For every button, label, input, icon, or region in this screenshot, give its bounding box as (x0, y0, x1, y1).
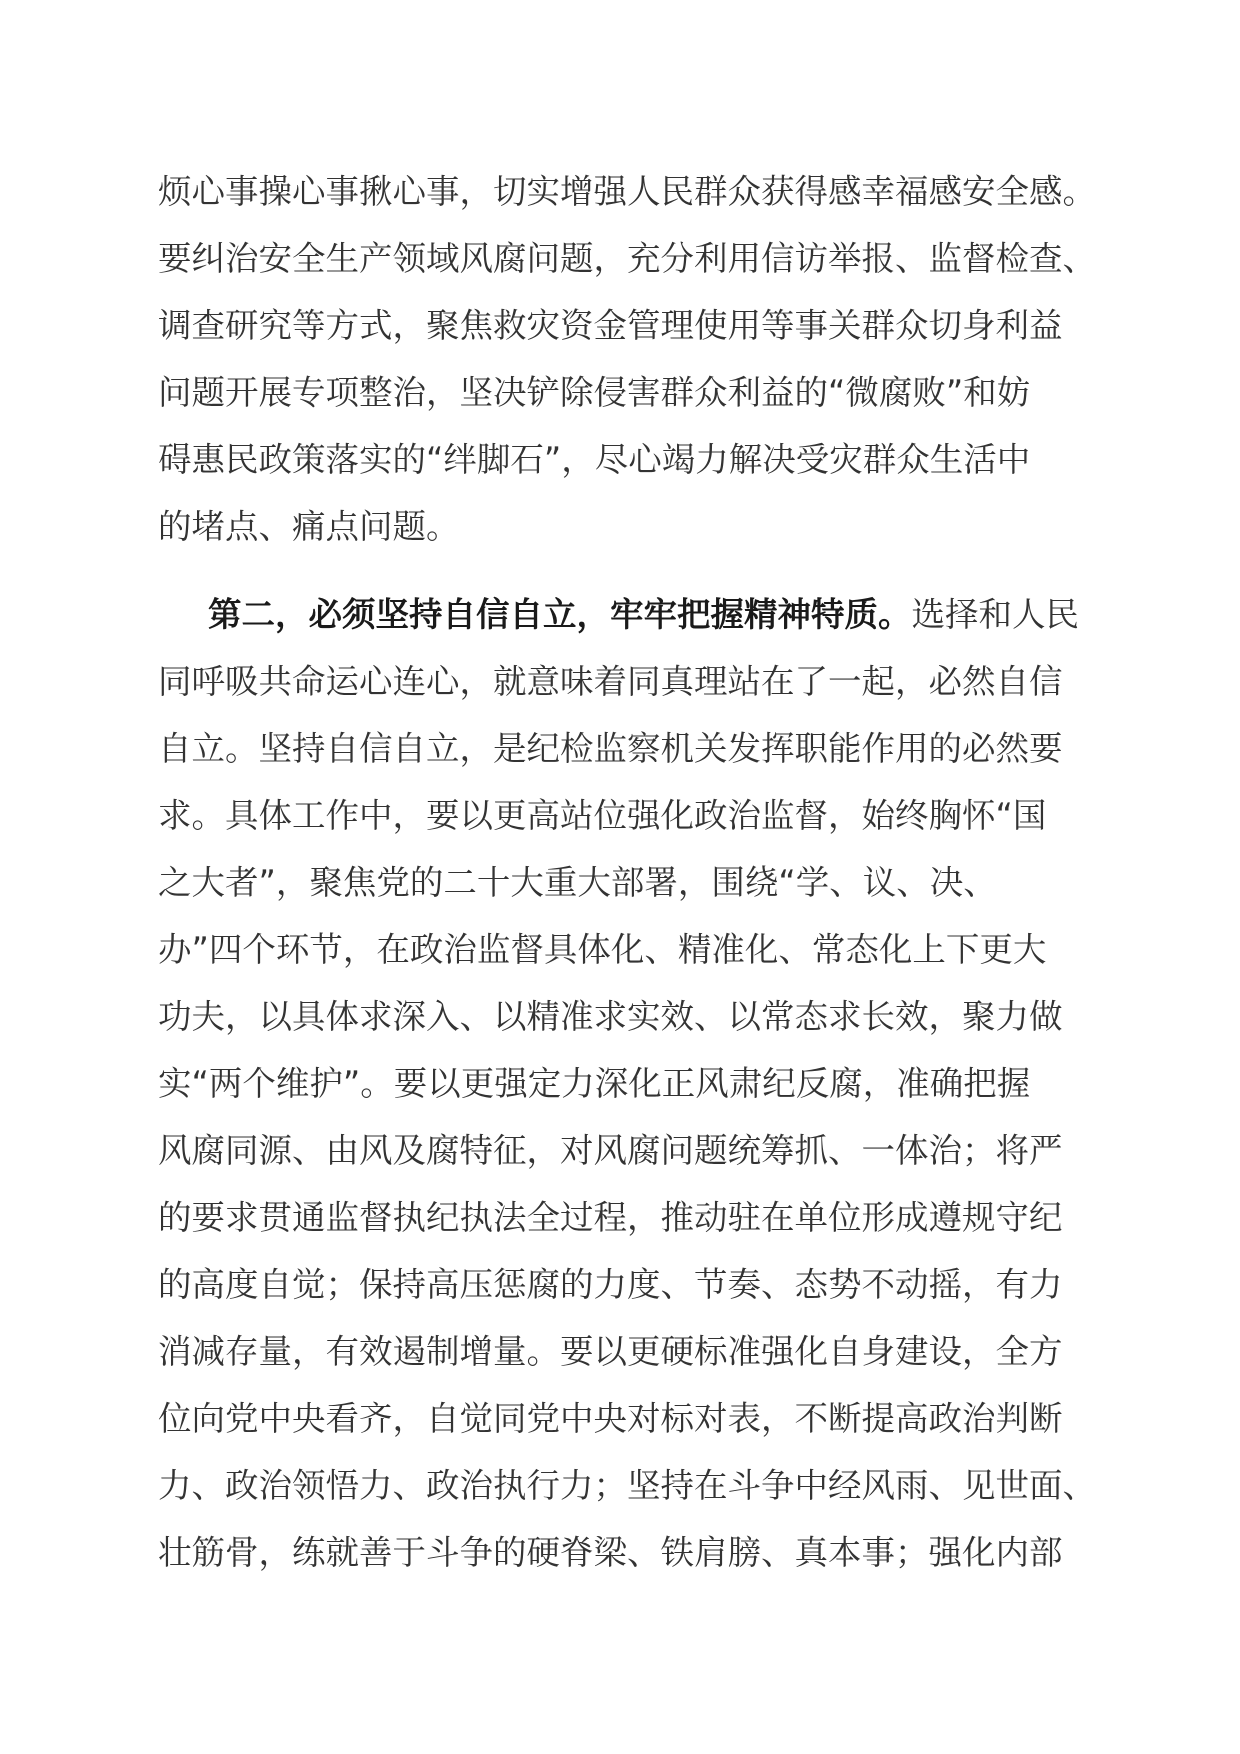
paragraph-line: 之大者”，聚焦党的二十大重大部署，围绕“学、议、决、 (158, 863, 997, 902)
paragraph-line: 风腐同源、由风及腐特征，对风腐问题统筹抓、一体治；将严 (158, 1131, 1063, 1170)
paragraph-line: 位向党中央看齐，自觉同党中央对标对表，不断提高政治判断 (158, 1399, 1063, 1438)
paragraph-line: 烦心事操心事揪心事，切实增强人民群众获得感幸福感安全感。 (158, 172, 1096, 211)
paragraph-line: 碍惠民政策落实的“绊脚石”，尽心竭力解决受灾群众生活中 (158, 440, 1031, 479)
paragraph-line: 自立。坚持自信自立，是纪检监察机关发挥职能作用的必然要 (158, 729, 1063, 768)
paragraph-line: 调查研究等方式，聚焦救灾资金管理使用等事关群众切身利益 (158, 306, 1063, 345)
paragraph-line: 的堵点、痛点问题。 (158, 507, 460, 546)
paragraph-line: 力、政治领悟力、政治执行力；坚持在斗争中经风雨、见世面、 (158, 1466, 1096, 1505)
paragraph-line: 要纠治安全生产领域风腐问题，充分利用信访举报、监督检查、 (158, 239, 1096, 278)
paragraph-first-line (208, 585, 1079, 645)
paragraph-heading: 第二，必须坚持自信自立，牢牢把握精神特质。 (208, 595, 912, 634)
paragraph-line: 的要求贯通监督执纪执法全过程，推动驻在单位形成遵规守纪 (158, 1198, 1063, 1237)
paragraph-line: 同呼吸共命运心连心，就意味着同真理站在了一起，必然自信 (158, 662, 1063, 701)
paragraph-line: 的高度自觉；保持高压惩腐的力度、节奏、态势不动摇，有力 (158, 1265, 1063, 1304)
paragraph-line: 办”四个环节，在政治监督具体化、精准化、常态化上下更大 (158, 930, 1047, 969)
paragraph-line: 实“两个维护”。要以更强定力深化正风肃纪反腐，准确把握 (158, 1064, 1031, 1103)
paragraph-line: 功夫，以具体求深入、以精准求实效、以常态求长效，聚力做 (158, 997, 1063, 1036)
paragraph-line: 消减存量，有效遏制增量。要以更硬标准强化自身建设，全方 (158, 1332, 1063, 1371)
paragraph-line: 问题开展专项整治，坚决铲除侵害群众利益的“微腐败”和妨 (158, 373, 1031, 412)
paragraph-text: 选择和人民 (911, 595, 1079, 634)
paragraph-line: 求。具体工作中，要以更高站位强化政治监督，始终胸怀“国 (158, 796, 1047, 835)
paragraph-line: 壮筋骨，练就善于斗争的硬脊梁、铁肩膀、真本事；强化内部 (158, 1533, 1063, 1572)
